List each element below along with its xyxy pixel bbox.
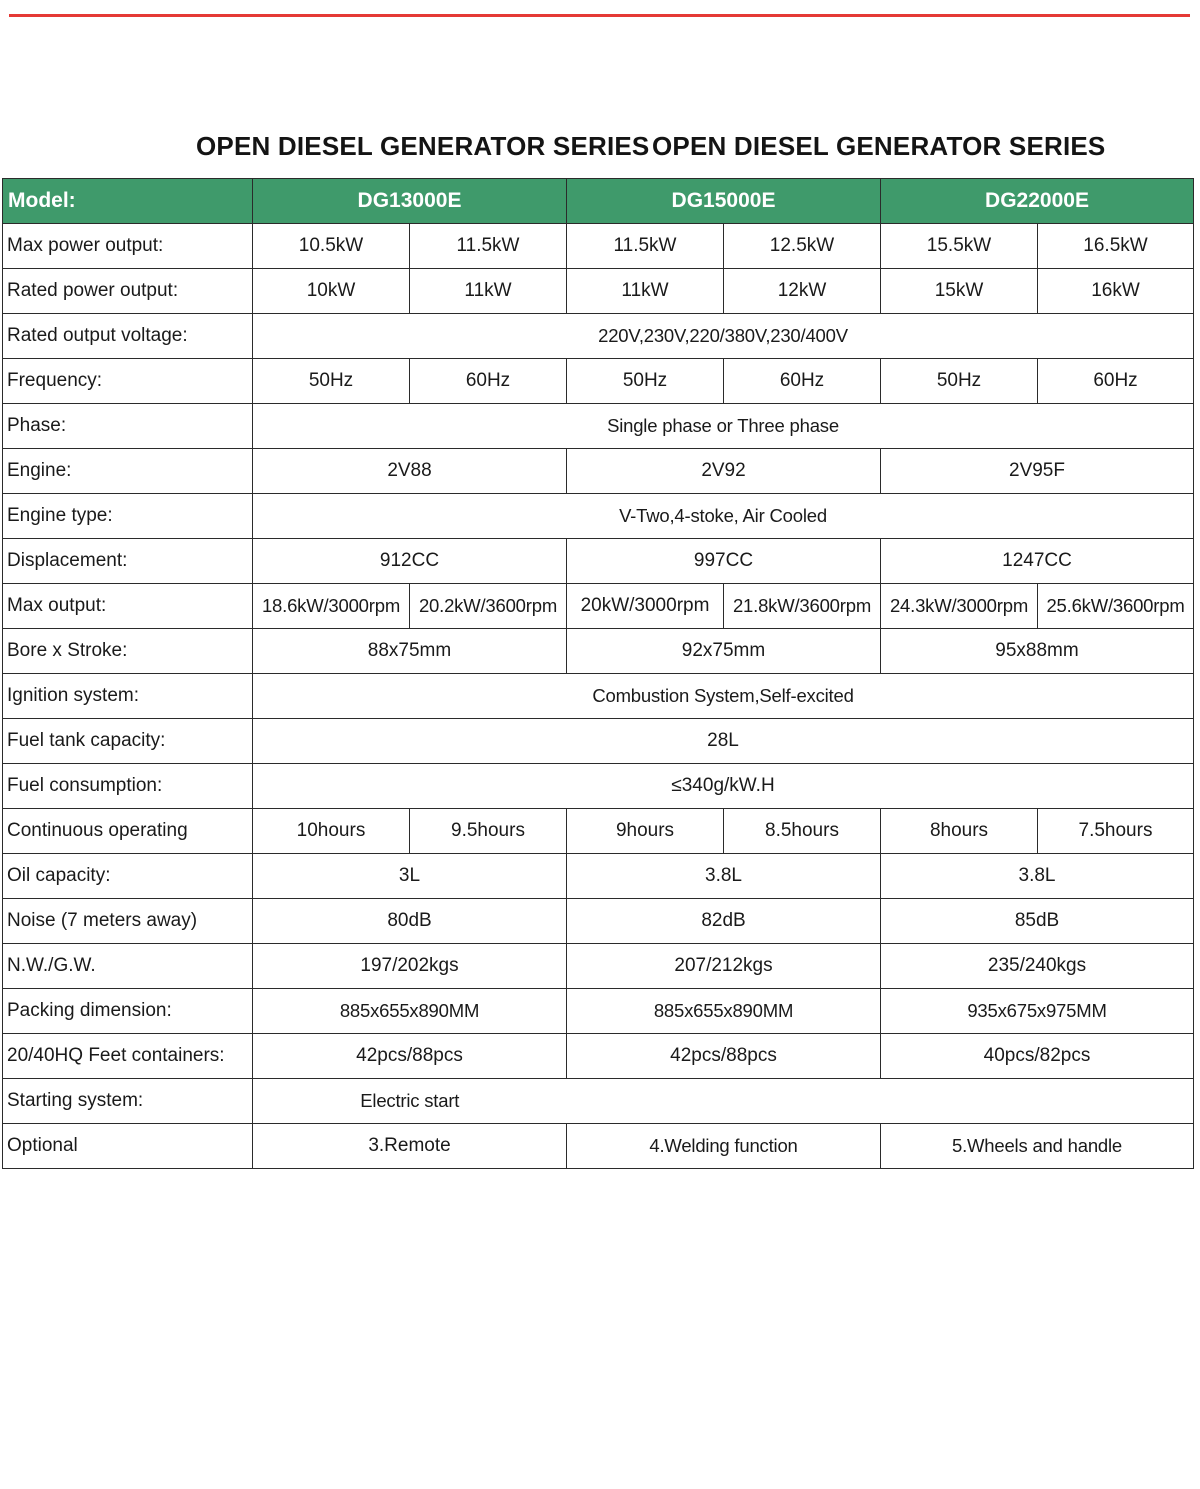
table-cell: 220V,230V,220/380V,230/400V: [253, 314, 1194, 359]
table-cell: 60Hz: [1038, 359, 1194, 404]
table-cell: 95x88mm: [881, 629, 1194, 674]
table-cell: 20.2kW/3600rpm: [410, 584, 567, 629]
row-label: Max power output:: [3, 224, 253, 269]
table-cell: 3.8L: [567, 854, 881, 899]
table-cell: 207/212kgs: [567, 944, 881, 989]
table-cell: 28L: [253, 719, 1194, 764]
table-cell: Single phase or Three phase: [253, 404, 1194, 449]
table-cell: 82dB: [567, 899, 881, 944]
table-cell: 11.5kW: [567, 224, 724, 269]
table-row: [3, 809, 1194, 854]
row-label: Engine:: [3, 449, 253, 494]
table-cell: [567, 1079, 1194, 1124]
row-label: Bore x Stroke:: [3, 629, 253, 674]
table-row: [3, 494, 1194, 539]
table-cell: 85dB: [881, 899, 1194, 944]
table-cell: 5.Wheels and handle: [881, 1124, 1194, 1169]
table-cell: 10.5kW: [253, 224, 410, 269]
table-row: [3, 1034, 1194, 1079]
table-cell: 11kW: [567, 269, 724, 314]
table-cell: 8.5hours: [724, 809, 881, 854]
row-label: Oil capacity:: [3, 854, 253, 899]
spec-body: [3, 224, 1194, 1169]
table-row: [3, 899, 1194, 944]
table-cell: 912CC: [253, 539, 567, 584]
row-label: Starting system:: [3, 1079, 253, 1124]
table-row: [3, 404, 1194, 449]
page-title: OPEN DIESEL GENERATOR SERIES: [196, 131, 650, 161]
header-label: Model:: [3, 179, 253, 224]
table-cell: 25.6kW/3600rpm: [1038, 584, 1194, 629]
table-row: [3, 1079, 1194, 1124]
table-row: [3, 719, 1194, 764]
table-cell: 16kW: [1038, 269, 1194, 314]
page-title-duplicate: OPEN DIESEL GENERATOR SERIES: [652, 131, 1106, 161]
table-cell: 11kW: [410, 269, 567, 314]
row-label: 20/40HQ Feet containers:: [3, 1034, 253, 1079]
table-cell: 10kW: [253, 269, 410, 314]
spec-table: [2, 178, 1194, 1169]
table-cell: 88x75mm: [253, 629, 567, 674]
table-cell: 42pcs/88pcs: [253, 1034, 567, 1079]
table-cell: 16.5kW: [1038, 224, 1194, 269]
table-row: [3, 1124, 1194, 1169]
table-cell: 885x655x890MM: [567, 989, 881, 1034]
table-cell: 21.8kW/3600rpm: [724, 584, 881, 629]
table-cell: 885x655x890MM: [253, 989, 567, 1034]
table-cell: 4.Welding function: [567, 1124, 881, 1169]
table-cell: 3.8L: [881, 854, 1194, 899]
table-cell: 3L: [253, 854, 567, 899]
row-label: Engine type:: [3, 494, 253, 539]
top-rule: [9, 14, 1190, 17]
table-cell: 8hours: [881, 809, 1038, 854]
table-cell: 80dB: [253, 899, 567, 944]
table-cell: 2V88: [253, 449, 567, 494]
table-cell: 24.3kW/3000rpm: [881, 584, 1038, 629]
table-cell: 9hours: [567, 809, 724, 854]
table-cell: 2V95F: [881, 449, 1194, 494]
table-cell: 12.5kW: [724, 224, 881, 269]
table-cell: 40pcs/82pcs: [881, 1034, 1194, 1079]
row-label: Noise (7 meters away): [3, 899, 253, 944]
row-label: Displacement:: [3, 539, 253, 584]
table-cell: 50Hz: [253, 359, 410, 404]
row-label: Optional: [3, 1124, 253, 1169]
table-cell: 92x75mm: [567, 629, 881, 674]
table-row: [3, 449, 1194, 494]
table-row: [3, 989, 1194, 1034]
table-cell: 3.Remote: [253, 1124, 567, 1169]
table-cell: 1247CC: [881, 539, 1194, 584]
table-cell: 2V92: [567, 449, 881, 494]
row-label: Fuel consumption:: [3, 764, 253, 809]
row-label: Fuel tank capacity:: [3, 719, 253, 764]
row-label: Packing dimension:: [3, 989, 253, 1034]
table-cell: 50Hz: [567, 359, 724, 404]
table-row: [3, 764, 1194, 809]
table-row: [3, 584, 1194, 629]
table-cell: 60Hz: [410, 359, 567, 404]
table-cell: 42pcs/88pcs: [567, 1034, 881, 1079]
table-cell: 20kW/3000rpm: [567, 584, 724, 629]
table-row: [3, 854, 1194, 899]
table-row: [3, 314, 1194, 359]
table-cell: 60Hz: [724, 359, 881, 404]
row-label: Continuous operating: [3, 809, 253, 854]
table-row: [3, 224, 1194, 269]
row-label: Frequency:: [3, 359, 253, 404]
model-header: DG22000E: [881, 179, 1194, 224]
table-cell: Combustion System,Self-excited: [253, 674, 1194, 719]
row-label: Phase:: [3, 404, 253, 449]
table-cell: 50Hz: [881, 359, 1038, 404]
row-label: Max output:: [3, 584, 253, 629]
table-cell: 197/202kgs: [253, 944, 567, 989]
table-cell: 15kW: [881, 269, 1038, 314]
model-header: DG15000E: [567, 179, 881, 224]
table-cell: 10hours: [253, 809, 410, 854]
row-label: Ignition system:: [3, 674, 253, 719]
table-cell: 935x675x975MM: [881, 989, 1194, 1034]
table-row: [3, 359, 1194, 404]
table-cell: 7.5hours: [1038, 809, 1194, 854]
table-cell: 9.5hours: [410, 809, 567, 854]
table-cell: 997CC: [567, 539, 881, 584]
table-row: [3, 539, 1194, 584]
table-row: [3, 629, 1194, 674]
row-label: Rated power output:: [3, 269, 253, 314]
table-row: [3, 674, 1194, 719]
table-cell: 12kW: [724, 269, 881, 314]
table-row: [3, 944, 1194, 989]
table-cell: V-Two,4-stoke, Air Cooled: [253, 494, 1194, 539]
row-label: N.W./G.W.: [3, 944, 253, 989]
header-row: [3, 179, 1194, 224]
row-label: Rated output voltage:: [3, 314, 253, 359]
model-header: DG13000E: [253, 179, 567, 224]
table-cell: 15.5kW: [881, 224, 1038, 269]
table-cell: 235/240kgs: [881, 944, 1194, 989]
table-cell: Electric start: [253, 1079, 567, 1124]
table-cell: ≤340g/kW.H: [253, 764, 1194, 809]
table-row: [3, 269, 1194, 314]
table-cell: 11.5kW: [410, 224, 567, 269]
table-cell: 18.6kW/3000rpm: [253, 584, 410, 629]
